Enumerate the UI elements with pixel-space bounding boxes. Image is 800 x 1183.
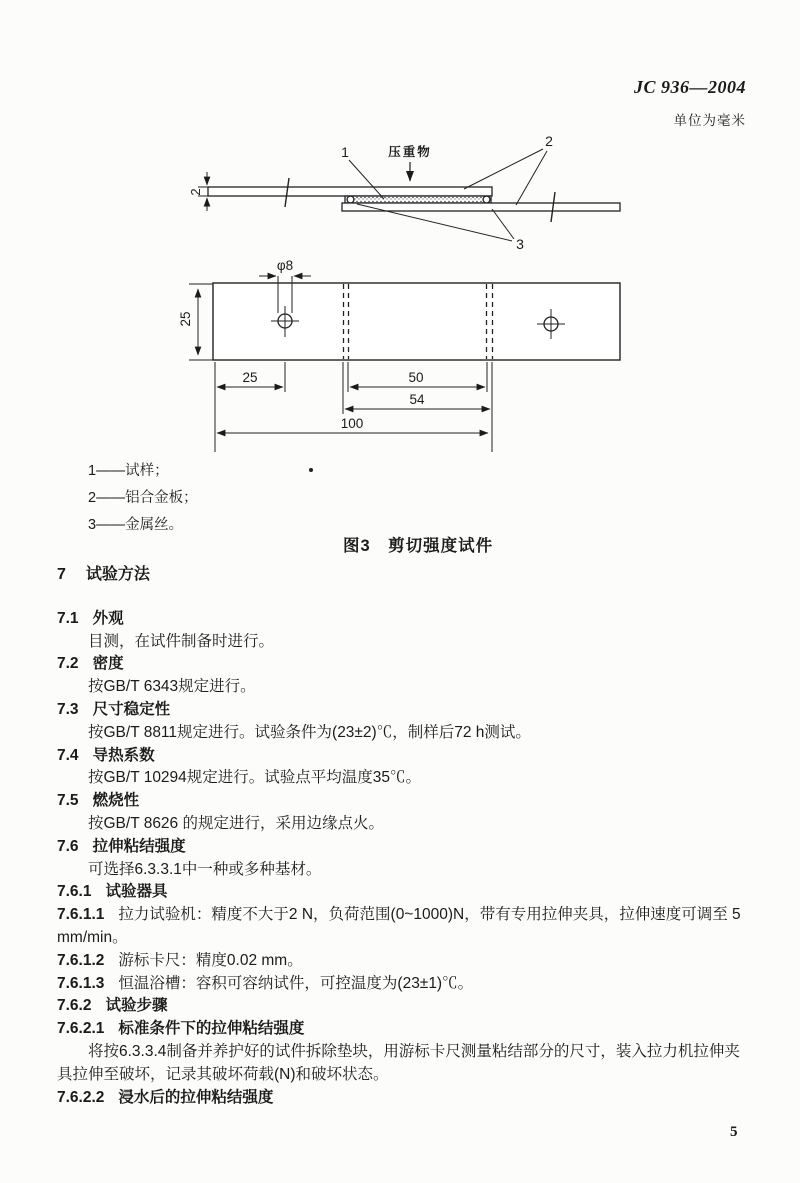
section-heading — [57, 1018, 749, 1041]
clause-text: 导热系数 — [92, 746, 155, 764]
clause-text: 标准条件下的拉伸粘结强度 — [118, 1020, 305, 1038]
clause-text: 拉力试验机：精度不大于2 N，负荷范围(0~1000)N，带有专用拉伸夹具，拉伸速度可调至 5 mm/min。 — [57, 906, 741, 946]
clause-text: 按GB/T 10294规定进行。试验点平均温度35℃。 — [88, 769, 422, 787]
paragraph — [57, 767, 749, 790]
paragraph — [57, 950, 749, 973]
specimen-layer — [345, 196, 491, 203]
clause-number: 7.6.2.1 — [57, 1020, 105, 1038]
clause-text: 外观 — [92, 609, 124, 627]
section-heading — [57, 608, 749, 631]
standard-number: JC 936—2004 — [633, 77, 746, 97]
section-heading — [57, 699, 749, 722]
paragraph — [57, 859, 749, 882]
paragraph — [57, 813, 749, 836]
plan-view — [189, 276, 620, 452]
weight-label: 压重物 — [388, 145, 432, 159]
paragraph — [57, 1041, 749, 1087]
dim100-label: 100 — [340, 416, 364, 431]
part1-label: 1 — [341, 144, 349, 160]
clause-text: 游标卡尺：精度0.02 mm。 — [118, 951, 303, 969]
thickness-label: 2 — [188, 188, 203, 196]
section-heading — [57, 653, 749, 676]
section-heading — [57, 995, 749, 1018]
clause-text: 按GB/T 6343规定进行。 — [88, 678, 256, 696]
dim50-label: 50 — [408, 370, 424, 385]
wire-right — [483, 196, 490, 203]
clause-text: 按GB/T 8626 的规定进行，采用边缘点火。 — [88, 814, 384, 832]
paragraph — [57, 722, 749, 745]
clause-text: 试验步骤 — [105, 997, 168, 1015]
wire-left — [347, 196, 354, 203]
dim25-label: 25 — [242, 370, 258, 385]
page-number: 5 — [730, 1124, 738, 1140]
leader-2b — [516, 151, 547, 205]
part3-label: 3 — [516, 236, 524, 252]
clause-text: 按GB/T 8811规定进行。试验条件为(23±2)℃，制样后72 h测试。 — [88, 723, 531, 741]
section-heading — [57, 1087, 749, 1110]
clause-number: 7.6 — [57, 837, 79, 855]
figure-legend — [88, 458, 198, 539]
section-heading — [57, 836, 749, 859]
figure-caption: 图3 剪切强度试件 — [343, 537, 494, 555]
section-heading — [57, 790, 749, 813]
clause-number: 7.6.1.2 — [57, 951, 105, 969]
clause-number: 7.4 — [57, 746, 79, 764]
clause-number: 7 — [57, 566, 66, 583]
leader-3b — [492, 209, 514, 239]
dim54-label: 54 — [409, 392, 425, 407]
clause-text: 密度 — [92, 655, 124, 673]
legend-item-1: 1——试样； — [88, 463, 169, 479]
paragraph — [57, 904, 749, 950]
clause-text: 试验器具 — [105, 883, 168, 901]
paragraph — [57, 973, 749, 996]
plate-width-label: 25 — [178, 311, 193, 327]
upper-plate — [208, 187, 492, 196]
clause-text: 可选择6.3.3.1中一种或多种基材。 — [88, 860, 322, 878]
clause-text: 将按6.3.3.4制备并养护好的试件拆除垫块，用游标卡尺测量粘结部分的尺寸，装入拉力机拉伸夹具拉伸至破坏，记录其破坏荷载(N)和破坏状态。 — [57, 1042, 740, 1083]
clause-number: 7.6.2.2 — [57, 1088, 105, 1106]
clause-number: 7.2 — [57, 655, 79, 673]
leader-2a — [464, 149, 543, 189]
body-text — [57, 564, 749, 1109]
lower-plate — [342, 203, 620, 211]
hole-dia-label: φ8 — [276, 258, 294, 273]
clause-text: 拉伸粘结强度 — [92, 837, 186, 855]
clause-text: 试验方法 — [85, 566, 150, 583]
clause-text: 恒温浴槽：容积可容纳试件，可控温度为(23±1)℃。 — [118, 974, 474, 992]
clause-number: 7.1 — [57, 609, 79, 627]
section-heading — [57, 564, 749, 587]
side-view — [198, 149, 620, 241]
scan-speck — [309, 468, 313, 472]
unit-note: 单位为毫米 — [673, 113, 746, 128]
paragraph — [57, 676, 749, 699]
clause-text: 目测，在试件制备时进行。 — [88, 632, 275, 650]
legend-item-2: 2——铝合金板； — [88, 490, 198, 506]
section-heading — [57, 745, 749, 768]
clause-number: 7.6.1 — [57, 883, 92, 901]
clause-number: 7.6.1.1 — [57, 906, 105, 924]
clause-text: 燃烧性 — [92, 792, 140, 810]
part2-label: 2 — [545, 133, 553, 149]
legend-item-3: 3——金属丝。 — [88, 517, 184, 533]
clause-number: 7.5 — [57, 792, 79, 810]
paragraph — [57, 631, 749, 654]
clause-text: 尺寸稳定性 — [92, 700, 171, 718]
clause-number: 7.6.1.3 — [57, 974, 105, 992]
clause-number: 7.6.2 — [57, 997, 92, 1015]
clause-number: 7.3 — [57, 700, 79, 718]
section-heading — [57, 881, 749, 904]
clause-text: 浸水后的拉伸粘结强度 — [118, 1088, 274, 1106]
